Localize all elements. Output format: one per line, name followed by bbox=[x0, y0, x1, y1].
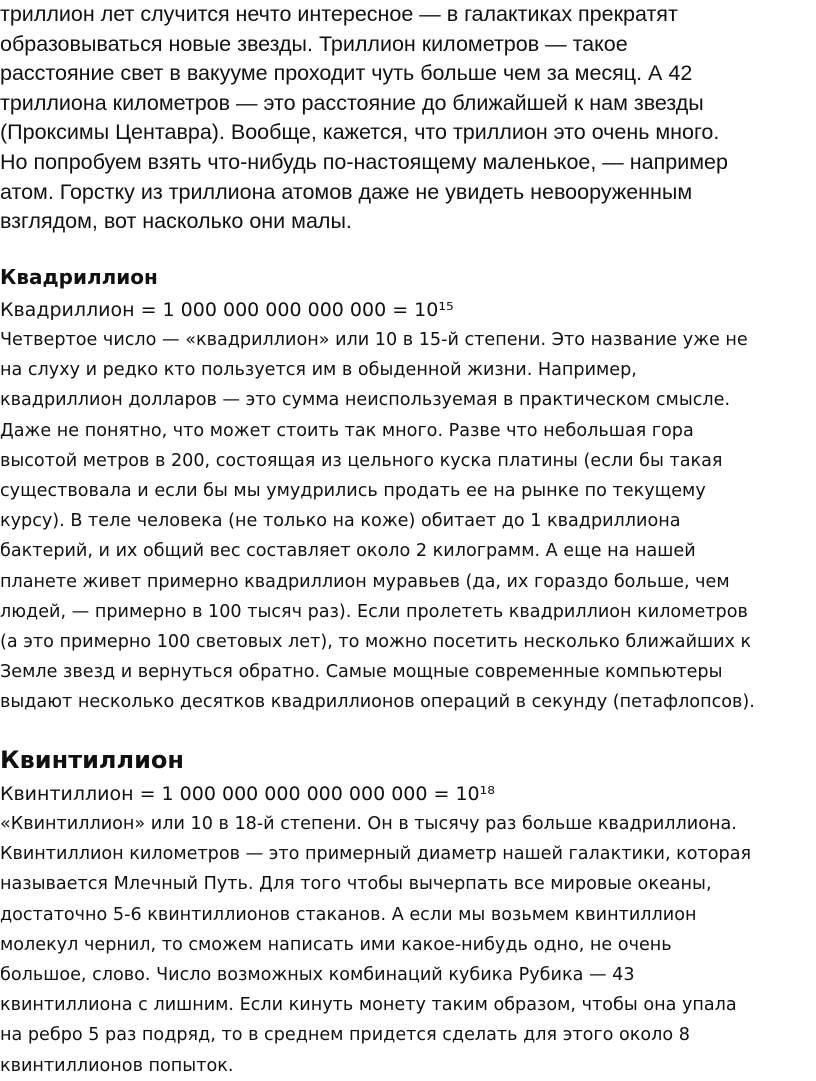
text-line: людей, — примерно в 100 тысяч раз). Если пролететь квадриллион километров bbox=[0, 601, 748, 622]
section-quadrillion bbox=[0, 262, 812, 718]
text-line: (а это примерно 100 световых лет), то можно посетить несколько ближайших к bbox=[0, 632, 752, 653]
text-line: существовала и если бы мы умудрились продать ее на рынке по текущему bbox=[0, 481, 706, 502]
text-line: планете живет примерно квадриллион муравьев (да, их гораздо больше, чем bbox=[0, 571, 730, 592]
section-heading: Квадриллион bbox=[0, 265, 158, 289]
number-formula: Квинтиллион = 1 000 000 000 000 000 000 = 10¹⁸ bbox=[0, 783, 495, 805]
section-body bbox=[0, 325, 812, 718]
text-line: квадриллион долларов — это сумма неиспользуемая в практическом смысле. bbox=[0, 390, 731, 411]
text-line: на слуху и редко кто пользуется им в обыденной жизни. Например, bbox=[0, 360, 637, 381]
section-quintillion bbox=[0, 743, 812, 1081]
text-line: на ребро 5 раз подряд, то в среднем придется сделать для этого около 8 bbox=[0, 1025, 690, 1046]
text-line: квинтиллионов попыток. bbox=[0, 1055, 234, 1076]
text-line: триллиона километров — это расстояние до ближайшей к нам звезды bbox=[0, 90, 704, 115]
text-line: атом. Горстку из триллиона атомов даже не увидеть невооруженным bbox=[0, 179, 693, 204]
text-line: молекул чернил, то сможем написать ими какое-нибудь одно, не очень bbox=[0, 934, 672, 955]
text-line: курсу). В теле человека (не только на коже) обитает до 1 квадриллиона bbox=[0, 511, 681, 532]
text-line: расстояние свет в вакууме проходит чуть больше чем за месяц. А 42 bbox=[0, 61, 693, 86]
text-line: Четвертое число — «квадриллион» или 10 в 15-й степени. Это название уже не bbox=[0, 330, 748, 350]
section-heading: Квинтиллион bbox=[0, 746, 184, 774]
text-line: достаточно 5-6 квинтиллионов стаканов. А если мы возьмем квинтиллион bbox=[0, 904, 697, 925]
section-body bbox=[0, 809, 812, 1081]
text-line: квинтиллиона с лишним. Если кинуть монету таким образом, чтобы она упала bbox=[0, 995, 737, 1016]
text-line: выдают несколько десятков квадриллионов операций в секунду (петафлопсов). bbox=[0, 692, 755, 713]
intro-paragraph bbox=[0, 0, 812, 237]
text-line: «Квинтиллион» или 10 в 18-й степени. Он в тысячу раз больше квадриллиона. bbox=[0, 814, 737, 834]
text-line: Квинтиллион километров — это примерный диаметр нашей галактики, которая bbox=[0, 844, 752, 865]
text-line: бактерий, и их общий вес составляет около 2 килограмм. А еще на нашей bbox=[0, 541, 696, 562]
text-line: называется Млечный Путь. Для того чтобы вычерпать все мировые океаны, bbox=[0, 874, 712, 895]
text-line: Земле звезд и вернуться обратно. Самые мощные современные компьютеры bbox=[0, 662, 723, 683]
text-line: взглядом, вот насколько они малы. bbox=[0, 209, 352, 234]
text-line: (Проксимы Центавра). Вообще, кажется, что триллион это очень много. bbox=[0, 120, 720, 145]
text-line: образовываться новые звезды. Триллион километров — такое bbox=[0, 31, 628, 56]
text-line: Даже не понятно, что может стоить так много. Разве что небольшая гора bbox=[0, 420, 694, 441]
text-line: большое, слово. Число возможных комбинаций кубика Рубика — 43 bbox=[0, 965, 635, 986]
number-formula: Квадриллион = 1 000 000 000 000 000 = 10¹⁵ bbox=[0, 299, 454, 321]
text-line: Но попробуем взять что-нибудь по-настоящему маленькое, — например bbox=[0, 149, 728, 174]
text-line: триллион лет случится нечто интересное — в галактиках прекратят bbox=[0, 2, 678, 26]
text-line: высотой метров в 200, состоящая из цельного куска платины (если бы такая bbox=[0, 450, 723, 471]
